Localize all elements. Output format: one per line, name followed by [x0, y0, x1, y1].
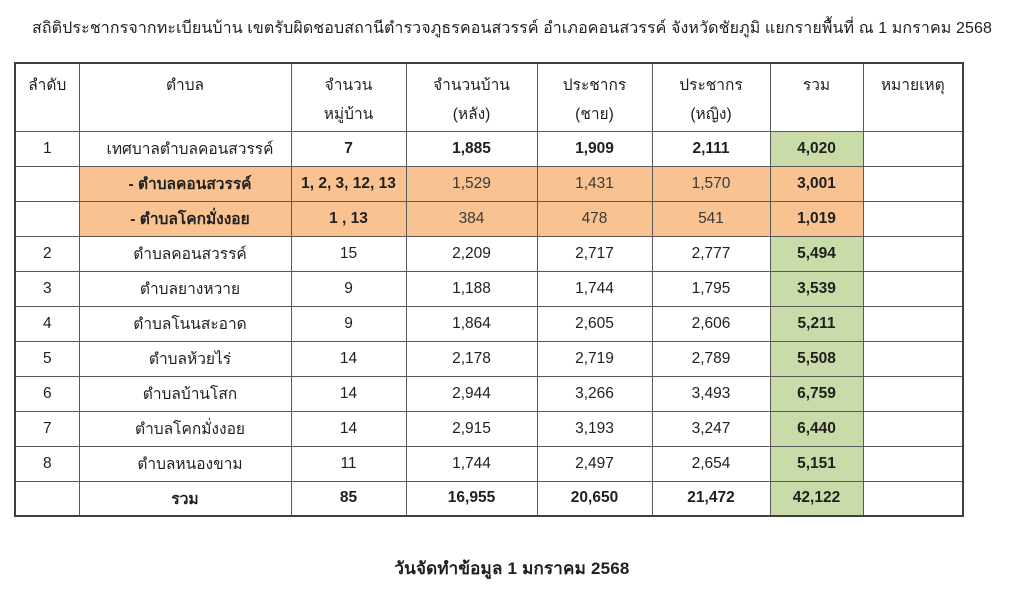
cell-no: 2 [15, 236, 79, 271]
cell-male: 1,744 [537, 271, 652, 306]
cell-total: 5,494 [770, 236, 863, 271]
cell-total: 42,122 [770, 481, 863, 516]
total-row [15, 481, 963, 516]
cell-no: 1 [15, 131, 79, 166]
cell-total: 6,440 [770, 411, 863, 446]
cell-houses: 384 [406, 201, 537, 236]
cell-villages: 14 [291, 376, 406, 411]
table-row [15, 236, 963, 271]
cell-female: 2,777 [652, 236, 770, 271]
cell-houses: 1,744 [406, 446, 537, 481]
cell-name: ตำบลหนองขาม [79, 446, 291, 481]
cell-total: 4,020 [770, 131, 863, 166]
header-cell: ประชากร (หญิง) [652, 63, 770, 131]
cell-no: 8 [15, 446, 79, 481]
cell-male: 2,719 [537, 341, 652, 376]
header-cell: ตำบล [79, 63, 291, 131]
cell-note [863, 306, 963, 341]
cell-houses: 2,178 [406, 341, 537, 376]
table-row [15, 201, 963, 236]
cell-female: 541 [652, 201, 770, 236]
cell-note [863, 236, 963, 271]
cell-villages: 85 [291, 481, 406, 516]
cell-note [863, 131, 963, 166]
table-row [15, 271, 963, 306]
header-cell: จำนวนบ้าน (หลัง) [406, 63, 537, 131]
header-cell: ประชากร (ชาย) [537, 63, 652, 131]
data-date-footer: วันจัดทำข้อมูล 1 มกราคม 2568 [394, 559, 630, 578]
cell-name: ตำบลยางหวาย [79, 271, 291, 306]
cell-no [15, 481, 79, 516]
table-row [15, 411, 963, 446]
cell-name: ตำบลโคกมั่งงอย [79, 411, 291, 446]
cell-name: ตำบลคอนสวรรค์ [79, 236, 291, 271]
cell-no: 7 [15, 411, 79, 446]
header-cell: จำนวน หมู่บ้าน [291, 63, 406, 131]
cell-male: 20,650 [537, 481, 652, 516]
cell-name: รวม [79, 481, 291, 516]
cell-total: 1,019 [770, 201, 863, 236]
cell-female: 2,789 [652, 341, 770, 376]
cell-no [15, 166, 79, 201]
cell-no: 3 [15, 271, 79, 306]
cell-female: 3,493 [652, 376, 770, 411]
cell-houses: 2,209 [406, 236, 537, 271]
cell-note [863, 411, 963, 446]
cell-no: 6 [15, 376, 79, 411]
cell-male: 478 [537, 201, 652, 236]
table-row [15, 306, 963, 341]
cell-name: ตำบลบ้านโสก [79, 376, 291, 411]
cell-villages: 11 [291, 446, 406, 481]
cell-male: 3,193 [537, 411, 652, 446]
cell-female: 21,472 [652, 481, 770, 516]
header-cell: ลำดับ [15, 63, 79, 131]
cell-villages: 9 [291, 271, 406, 306]
cell-houses: 1,188 [406, 271, 537, 306]
cell-name: ตำบลห้วยไร่ [79, 341, 291, 376]
cell-no: 5 [15, 341, 79, 376]
cell-villages: 7 [291, 131, 406, 166]
cell-villages: 9 [291, 306, 406, 341]
cell-total: 5,508 [770, 341, 863, 376]
cell-houses: 2,944 [406, 376, 537, 411]
cell-no: 4 [15, 306, 79, 341]
cell-note [863, 341, 963, 376]
cell-name: ตำบลโนนสะอาด [79, 306, 291, 341]
cell-villages: 1 , 13 [291, 201, 406, 236]
cell-note [863, 271, 963, 306]
cell-male: 1,431 [537, 166, 652, 201]
table-row [15, 131, 963, 166]
table-row [15, 446, 963, 481]
table-row [15, 341, 963, 376]
cell-female: 1,570 [652, 166, 770, 201]
cell-name: - ตำบลคอนสวรรค์ [79, 166, 291, 201]
header-cell: รวม [770, 63, 863, 131]
cell-note [863, 166, 963, 201]
cell-note [863, 481, 963, 516]
table-row [15, 376, 963, 411]
cell-note [863, 376, 963, 411]
cell-male: 2,497 [537, 446, 652, 481]
page-title: สถิติประชากรจากทะเบียนบ้าน เขตรับผิดชอบสถานีตำรวจภูธรคอนสวรรค์ อำเภอคอนสวรรค์ จังหวัดชัยภูมิ แยกรายพื้นที่ ณ 1 มกราคม 2568 [32, 20, 992, 37]
cell-total: 5,151 [770, 446, 863, 481]
cell-total: 3,539 [770, 271, 863, 306]
cell-houses: 1,529 [406, 166, 537, 201]
cell-houses: 1,864 [406, 306, 537, 341]
cell-houses: 1,885 [406, 131, 537, 166]
cell-female: 1,795 [652, 271, 770, 306]
table-row [15, 166, 963, 201]
cell-male: 2,605 [537, 306, 652, 341]
cell-villages: 1, 2, 3, 12, 13 [291, 166, 406, 201]
cell-villages: 15 [291, 236, 406, 271]
header-cell: หมายเหตุ [863, 63, 963, 131]
cell-female: 2,606 [652, 306, 770, 341]
cell-female: 2,654 [652, 446, 770, 481]
cell-name: - ตำบลโคกมั่งงอย [79, 201, 291, 236]
cell-total: 5,211 [770, 306, 863, 341]
cell-note [863, 201, 963, 236]
cell-female: 3,247 [652, 411, 770, 446]
cell-female: 2,111 [652, 131, 770, 166]
cell-no [15, 201, 79, 236]
table-header-row [15, 63, 963, 131]
cell-note [863, 446, 963, 481]
cell-villages: 14 [291, 411, 406, 446]
cell-total: 3,001 [770, 166, 863, 201]
cell-total: 6,759 [770, 376, 863, 411]
cell-male: 2,717 [537, 236, 652, 271]
cell-male: 1,909 [537, 131, 652, 166]
cell-villages: 14 [291, 341, 406, 376]
cell-name: เทศบาลตำบลคอนสวรรค์ [79, 131, 291, 166]
population-table [14, 62, 964, 517]
cell-male: 3,266 [537, 376, 652, 411]
cell-houses: 2,915 [406, 411, 537, 446]
cell-houses: 16,955 [406, 481, 537, 516]
